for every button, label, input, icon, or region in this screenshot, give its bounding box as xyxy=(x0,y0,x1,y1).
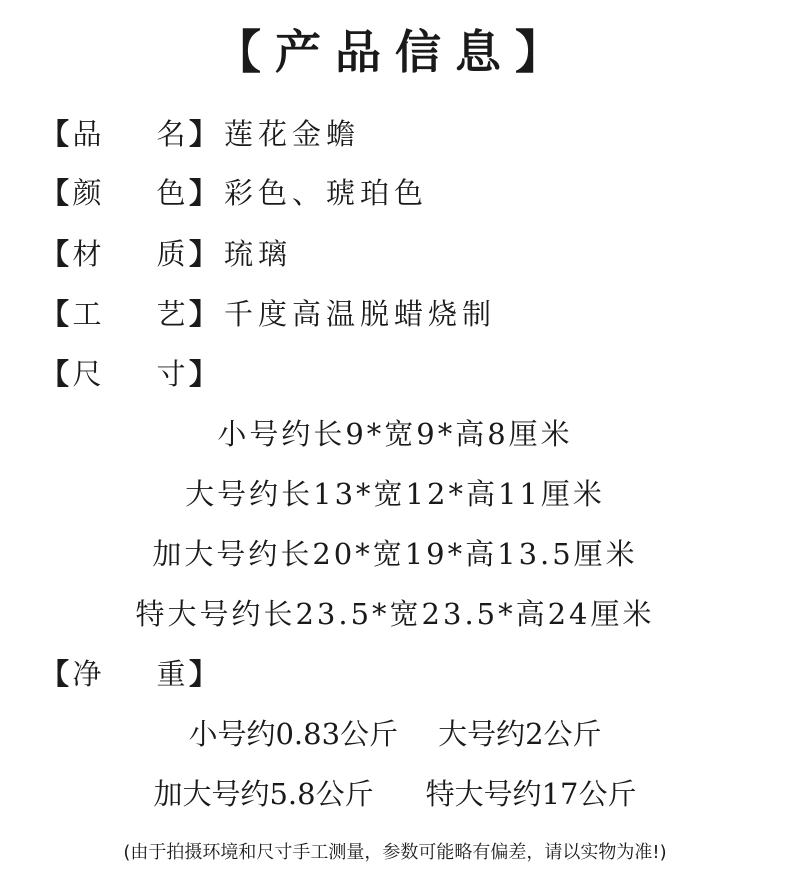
spec-bracket-open: 【 xyxy=(40,176,70,210)
spec-label-char: 材 xyxy=(72,237,102,271)
spec-bracket-close: 】 xyxy=(189,297,219,331)
spec-bracket-close: 】 xyxy=(189,117,219,151)
size-line-small: 小号约长9*宽9*高8厘米 xyxy=(217,417,573,451)
weight-line-2 xyxy=(0,774,790,814)
spec-label-char: 寸 xyxy=(156,357,186,391)
spec-label-char: 重 xyxy=(156,657,186,691)
spec-label-char: 色 xyxy=(156,176,186,210)
spec-row-weight xyxy=(40,654,218,694)
spec-bracket-close: 】 xyxy=(189,657,219,691)
spec-label-char: 品 xyxy=(72,117,102,151)
spec-bracket-open: 【 xyxy=(40,357,70,391)
size-line-xxlarge: 特大号约长23.5*宽23.5*高24厘米 xyxy=(135,597,655,631)
spec-value-name: 莲花金蟾 xyxy=(224,117,361,151)
spec-label-char: 尺 xyxy=(72,357,102,391)
disclaimer-note: (由于拍摄环境和尺寸手工测量，参数可能略有偏差，请以实物为准!) xyxy=(123,842,667,863)
spec-row-material xyxy=(40,234,292,274)
weight-large: 大号约2公斤 xyxy=(438,717,602,751)
weight-small: 小号约0.83公斤 xyxy=(188,717,399,751)
spec-row-craft xyxy=(40,294,496,334)
spec-label-char: 名 xyxy=(156,117,186,151)
spec-bracket-open: 【 xyxy=(40,297,70,331)
weight-xlarge: 加大号约5.8公斤 xyxy=(153,777,374,811)
size-line-large: 大号约长13*宽12*高11厘米 xyxy=(185,477,605,511)
weight-line-1 xyxy=(0,714,790,754)
spec-label-char: 净 xyxy=(72,657,102,691)
spec-bracket-open: 【 xyxy=(40,237,70,271)
size-line-xlarge: 加大号约长20*宽19*高13.5厘米 xyxy=(152,537,638,571)
spec-row-name xyxy=(40,114,360,154)
spec-label-char: 工 xyxy=(72,297,102,331)
spec-row-color xyxy=(40,173,428,213)
spec-value-material: 琉璃 xyxy=(224,237,293,271)
spec-bracket-open: 【 xyxy=(40,657,70,691)
spec-bracket-close: 】 xyxy=(189,237,219,271)
spec-label-char: 质 xyxy=(156,237,186,271)
spec-value-craft: 千度高温脱蜡烧制 xyxy=(224,297,497,331)
weight-xxlarge: 特大号约17公斤 xyxy=(425,777,637,811)
page-title: 【产品信息】 xyxy=(215,25,575,79)
spec-bracket-close: 】 xyxy=(189,176,219,210)
spec-label-char: 颜 xyxy=(72,176,102,210)
spec-label-char: 艺 xyxy=(156,297,186,331)
spec-value-color: 彩色、琥珀色 xyxy=(224,176,429,210)
spec-bracket-open: 【 xyxy=(40,117,70,151)
spec-row-size xyxy=(40,354,224,394)
spec-bracket-close: 】 xyxy=(189,357,219,391)
